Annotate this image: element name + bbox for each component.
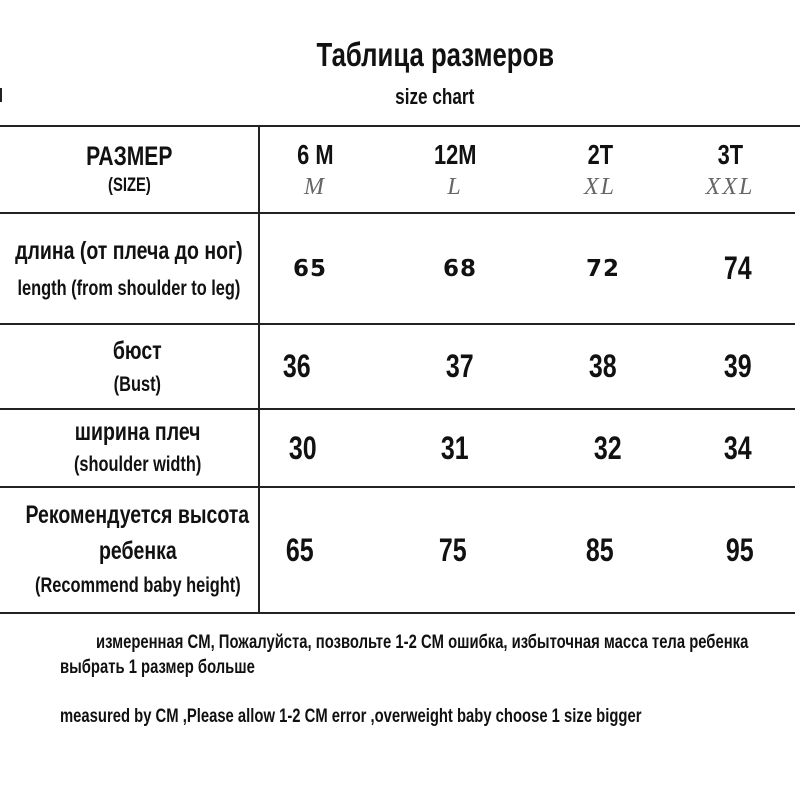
size-code: 2T	[587, 138, 613, 170]
table-cell: 65	[292, 255, 327, 282]
table-cell: 68	[442, 255, 477, 282]
header-size-label-ru: РАЗМЕР	[85, 140, 173, 171]
edge-mark	[0, 88, 2, 102]
header-size-3t	[665, 127, 795, 212]
row-label-shoulder-width	[0, 410, 275, 486]
table-cell: 37	[446, 348, 474, 384]
row-label-en: (shoulder width)	[73, 453, 202, 476]
header-size-12m	[390, 127, 520, 212]
table-cell: 39	[724, 348, 752, 384]
table-cell: 36	[283, 348, 311, 384]
size-letter: M	[304, 173, 326, 200]
table-cell: 31	[441, 429, 469, 466]
table-cell: 34	[724, 429, 752, 466]
page-subtitle: size chart	[395, 84, 475, 109]
row-label-ru: длина (от плеча до ног)	[15, 236, 243, 265]
row-label-ru: Рекомендуется высота	[25, 501, 250, 529]
row-label-en: length (from shoulder to leg)	[17, 276, 241, 300]
table-bottom-border	[0, 612, 795, 614]
table-cell: 72	[585, 255, 620, 282]
size-code: 12M	[433, 138, 477, 170]
size-letter: L	[447, 173, 463, 200]
size-code: 3T	[717, 138, 743, 170]
header-size-6m	[250, 127, 380, 212]
header-size-label	[0, 127, 258, 212]
page-title: Таблица размеров	[316, 36, 554, 73]
row-label-length	[0, 214, 258, 323]
table-cell: 85	[586, 531, 614, 568]
row-label-bust	[0, 325, 275, 408]
row-label-recommended-height	[0, 488, 275, 612]
table-cell: 38	[589, 348, 617, 384]
row-label-ru-2: ребенка	[98, 537, 177, 565]
table-cell: 74	[724, 250, 752, 286]
table-cell: 30	[289, 429, 317, 466]
table-cell: 65	[286, 531, 314, 568]
header-size-2t	[535, 127, 665, 212]
table-cell: 75	[439, 531, 467, 568]
size-letter: XXL	[705, 173, 755, 200]
size-letter: XL	[583, 173, 616, 200]
row-label-en: (Recommend baby height)	[34, 574, 241, 597]
size-code: 6 M	[296, 138, 334, 170]
table-cell: 32	[594, 429, 622, 466]
row-label-en: (Bust)	[113, 372, 162, 396]
row-label-ru: ширина плеч	[74, 418, 201, 446]
header-size-label-en: (SIZE)	[107, 174, 151, 196]
table-cell: 95	[726, 531, 754, 568]
note-ru-line2: выбрать 1 размер больше	[60, 657, 255, 678]
note-ru-line1: измеренная CM, Пожалуйста, позвольте 1-2 CM ошибка, избыточная масса тела ребенка	[96, 632, 749, 653]
note-en: measured by CM ,Please allow 1-2 CM error ,overweight baby choose 1 size bigger	[60, 706, 642, 727]
row-label-ru: бюст	[113, 336, 162, 365]
